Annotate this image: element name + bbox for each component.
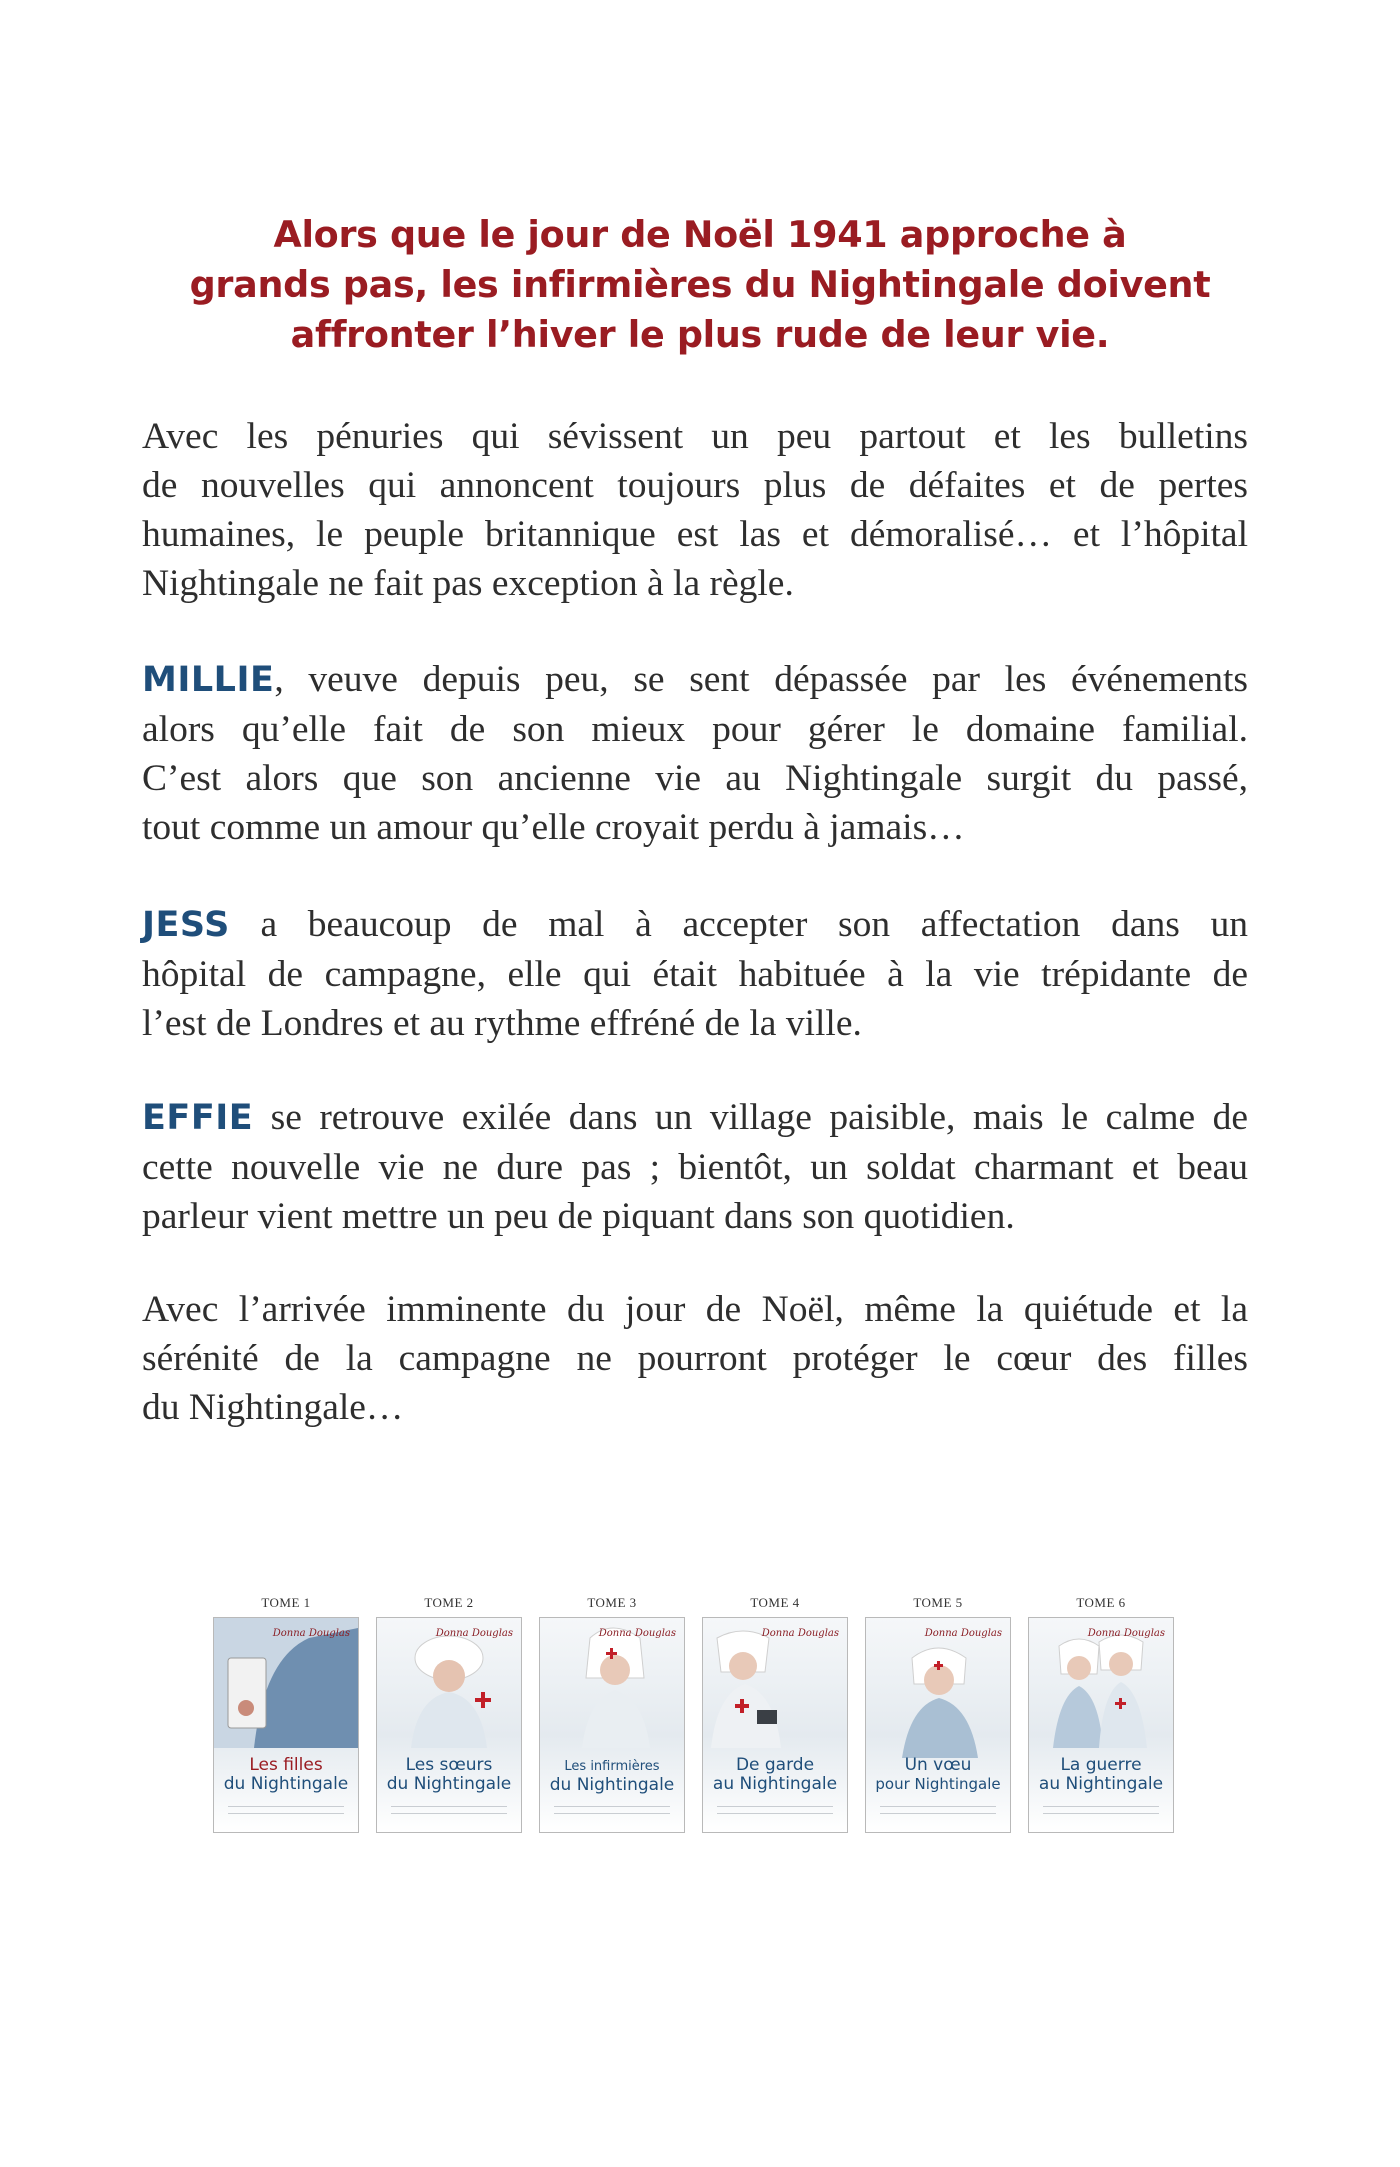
- book-cover-tome-5: [865, 1595, 1011, 1833]
- headline-line: grands pas, les infirmières du Nightingale doivent: [189, 263, 1211, 306]
- cover-tagline: [554, 1806, 670, 1814]
- tome-label: TOME 5: [913, 1595, 963, 1610]
- tome-label: TOME 6: [1076, 1595, 1126, 1610]
- millie-paragraph: [142, 655, 1248, 852]
- cover-title-line: De garde: [735, 1755, 815, 1775]
- cover-author: Donna Douglas: [272, 1628, 350, 1639]
- cover-author: Donna Douglas: [924, 1628, 1002, 1639]
- cover-author: Donna Douglas: [761, 1628, 839, 1639]
- cover-image: [376, 1617, 522, 1833]
- book-cover-tome-1: [213, 1595, 359, 1833]
- intro-paragraph: [142, 412, 1248, 608]
- cover-image: [1028, 1617, 1174, 1833]
- nurse-illustration: [214, 1618, 358, 1832]
- cover-tagline: [228, 1806, 344, 1814]
- cover-title-line: Un vœu: [904, 1755, 972, 1775]
- text-line: tout comme un amour qu’elle croyait perdu à jamais…: [142, 807, 965, 848]
- cover-author: Donna Douglas: [598, 1628, 676, 1639]
- tome-label: TOME 4: [750, 1595, 800, 1610]
- cover-title: [870, 1756, 1006, 1794]
- cover-image: [702, 1617, 848, 1833]
- nurse-illustration: [540, 1618, 684, 1832]
- effie-paragraph: [142, 1093, 1248, 1241]
- series-covers: [213, 1595, 1188, 1845]
- nurse-illustration: [703, 1618, 847, 1832]
- text-line: de nouvelles qui annoncent toujours plus de défaites et de pertes: [142, 465, 1248, 506]
- text-line: C’est alors que son ancienne vie au Nightingale surgit du passé,: [142, 758, 1248, 799]
- cover-title: [544, 1756, 680, 1795]
- cover-title-line: au Nightingale: [712, 1774, 838, 1794]
- cover-author: Donna Douglas: [435, 1628, 513, 1639]
- text-fragment: , veuve depuis peu, se sent dépassée par les événements: [274, 659, 1248, 700]
- cover-image: [213, 1617, 359, 1833]
- text-line: sérénité de la campagne ne pourront protéger le cœur des filles: [142, 1338, 1248, 1379]
- cover-title: [1033, 1756, 1169, 1794]
- cover-tagline: [717, 1806, 833, 1814]
- headline-line: affronter l’hiver le plus rude de leur vie.: [290, 313, 1110, 356]
- cover-title: [218, 1756, 354, 1794]
- text-line: [142, 1093, 1248, 1143]
- closing-paragraph: [142, 1285, 1248, 1432]
- text-line: du Nightingale…: [142, 1387, 404, 1428]
- nurse-illustration: [866, 1618, 1010, 1832]
- character-name-millie: MILLIE: [142, 660, 275, 700]
- cover-image: [865, 1617, 1011, 1833]
- cover-title-line: La guerre: [1060, 1755, 1142, 1775]
- cover-tagline: [880, 1806, 996, 1814]
- cover-tagline: [1043, 1806, 1159, 1814]
- text-line: Avec les pénuries qui sévissent un peu partout et les bulletins: [142, 416, 1248, 457]
- cover-title: [707, 1756, 843, 1794]
- text-line: alors qu’elle fait de son mieux pour gérer le domaine familial.: [142, 709, 1248, 750]
- headline-line: Alors que le jour de Noël 1941 approche à: [273, 213, 1127, 256]
- text-line: hôpital de campagne, elle qui était habituée à la vie trépidante de: [142, 954, 1248, 995]
- tome-label: TOME 3: [587, 1595, 637, 1610]
- text-fragment: a beaucoup de mal à accepter son affectation dans un: [229, 904, 1248, 945]
- jess-paragraph: [142, 900, 1248, 1048]
- cover-title-line: Les filles: [249, 1755, 323, 1775]
- text-line: [142, 655, 1248, 705]
- text-fragment: se retrouve exilée dans un village paisible, mais le calme de: [253, 1097, 1248, 1138]
- cover-title: [381, 1756, 517, 1794]
- cover-author: Donna Douglas: [1087, 1628, 1165, 1639]
- text-line: Nightingale ne fait pas exception à la règle.: [142, 563, 794, 604]
- cover-title-line: Les infirmières: [564, 1759, 660, 1774]
- text-line: humaines, le peuple britannique est las et démoralisé… et l’hôpital: [142, 514, 1248, 555]
- headline: [140, 210, 1260, 360]
- nurse-illustration: [1029, 1618, 1173, 1832]
- character-name-jess: JESS: [142, 905, 230, 945]
- cover-title-line: Les sœurs: [405, 1755, 493, 1775]
- tome-label: TOME 2: [424, 1595, 474, 1610]
- text-line: l’est de Londres et au rythme effréné de la ville.: [142, 1003, 862, 1044]
- book-cover-tome-3: [539, 1595, 685, 1833]
- text-line: cette nouvelle vie ne dure pas ; bientôt, un soldat charmant et beau: [142, 1147, 1248, 1188]
- text-line: parleur vient mettre un peu de piquant dans son quotidien.: [142, 1196, 1015, 1237]
- character-name-effie: EFFIE: [142, 1098, 254, 1138]
- cover-title-line: du Nightingale: [386, 1774, 512, 1794]
- cover-tagline: [391, 1806, 507, 1814]
- book-cover-tome-4: [702, 1595, 848, 1833]
- cover-title-line: pour Nightingale: [875, 1775, 1001, 1793]
- tome-label: TOME 1: [261, 1595, 311, 1610]
- book-cover-tome-6: [1028, 1595, 1174, 1833]
- cover-title-line: au Nightingale: [1038, 1774, 1164, 1794]
- nurse-illustration: [377, 1618, 521, 1832]
- cover-image: [539, 1617, 685, 1833]
- book-cover-tome-2: [376, 1595, 522, 1833]
- cover-title-line: du Nightingale: [549, 1775, 675, 1795]
- text-line: Avec l’arrivée imminente du jour de Noël, même la quiétude et la: [142, 1289, 1248, 1330]
- text-line: [142, 900, 1248, 950]
- cover-title-line: du Nightingale: [223, 1774, 349, 1794]
